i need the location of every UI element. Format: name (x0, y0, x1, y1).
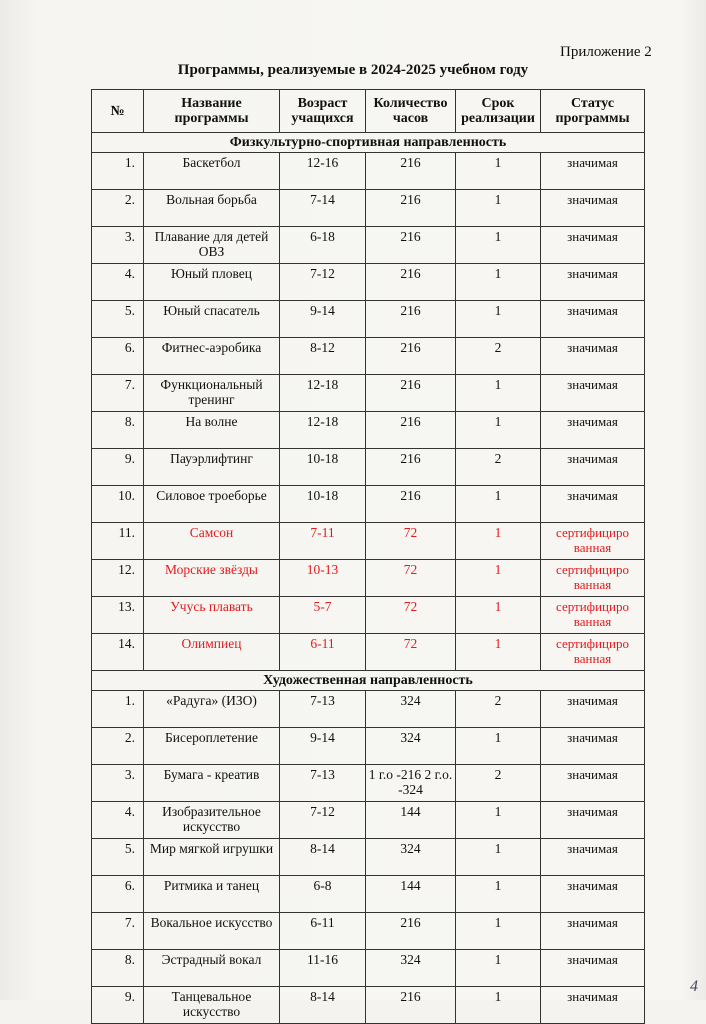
cell-hours: 216 (366, 987, 456, 1024)
table-row (92, 691, 645, 728)
cell-program-name: Эстрадный вокал (144, 950, 280, 987)
cell-number: 8. (92, 412, 144, 449)
table-row (92, 338, 645, 375)
cell-term: 1 (456, 802, 541, 839)
cell-number: 6. (92, 876, 144, 913)
cell-term: 1 (456, 597, 541, 634)
cell-status: значимая (541, 839, 645, 876)
cell-hours: 324 (366, 691, 456, 728)
table-row (92, 597, 645, 634)
cell-program-name: Бумага - креатив (144, 765, 280, 802)
programs-table (91, 89, 645, 1024)
cell-term: 1 (456, 227, 541, 264)
cell-age: 7-13 (280, 691, 366, 728)
header-term: Срок реализации (456, 90, 541, 133)
cell-program-name: Функциональный тренинг (144, 375, 280, 412)
cell-status: значимая (541, 802, 645, 839)
cell-age: 10-18 (280, 486, 366, 523)
header-status: Статус программы (541, 90, 645, 133)
cell-hours: 216 (366, 264, 456, 301)
table-row (92, 765, 645, 802)
cell-number: 7. (92, 375, 144, 412)
cell-status: сертифициро ванная (541, 597, 645, 634)
cell-age: 8-14 (280, 987, 366, 1024)
table-row (92, 190, 645, 227)
cell-program-name: Учусь плавать (144, 597, 280, 634)
cell-program-name: Фитнес-аэробика (144, 338, 280, 375)
cell-age: 11-16 (280, 950, 366, 987)
cell-program-name: Юный спасатель (144, 301, 280, 338)
cell-term: 1 (456, 950, 541, 987)
cell-number: 1. (92, 691, 144, 728)
cell-program-name: Танцевальное искусство (144, 987, 280, 1024)
cell-program-name: Олимпиец (144, 634, 280, 671)
cell-term: 1 (456, 301, 541, 338)
cell-hours: 72 (366, 560, 456, 597)
cell-program-name: «Радуга» (ИЗО) (144, 691, 280, 728)
cell-age: 6-18 (280, 227, 366, 264)
cell-program-name: Вокальное искусство (144, 913, 280, 950)
table-row (92, 264, 645, 301)
cell-hours: 216 (366, 338, 456, 375)
table-row (92, 486, 645, 523)
cell-age: 9-14 (280, 728, 366, 765)
table-row (92, 634, 645, 671)
cell-hours: 216 (366, 190, 456, 227)
cell-status: значимая (541, 227, 645, 264)
table-row (92, 728, 645, 765)
cell-age: 10-13 (280, 560, 366, 597)
cell-number: 12. (92, 560, 144, 597)
cell-age: 8-12 (280, 338, 366, 375)
cell-age: 12-18 (280, 412, 366, 449)
table-row (92, 876, 645, 913)
cell-status: сертифициро ванная (541, 523, 645, 560)
cell-hours: 216 (366, 412, 456, 449)
table-row (92, 449, 645, 486)
cell-term: 1 (456, 412, 541, 449)
cell-number: 3. (92, 765, 144, 802)
cell-term: 1 (456, 264, 541, 301)
header-number: № (92, 90, 144, 133)
cell-status: значимая (541, 449, 645, 486)
cell-status: значимая (541, 728, 645, 765)
table-row (92, 839, 645, 876)
cell-number: 4. (92, 264, 144, 301)
cell-term: 2 (456, 765, 541, 802)
table-row (92, 375, 645, 412)
cell-term: 1 (456, 190, 541, 227)
cell-status: сертифициро ванная (541, 634, 645, 671)
cell-status: значимая (541, 301, 645, 338)
cell-hours: 144 (366, 876, 456, 913)
table-row (92, 560, 645, 597)
cell-status: значимая (541, 876, 645, 913)
cell-status: значимая (541, 264, 645, 301)
annex-label: Приложение 2 (560, 44, 652, 60)
cell-term: 1 (456, 560, 541, 597)
cell-age: 10-18 (280, 449, 366, 486)
cell-program-name: Морские звёзды (144, 560, 280, 597)
cell-number: 2. (92, 728, 144, 765)
cell-status: значимая (541, 412, 645, 449)
cell-number: 5. (92, 301, 144, 338)
cell-age: 6-8 (280, 876, 366, 913)
cell-hours: 72 (366, 634, 456, 671)
cell-program-name: Самсон (144, 523, 280, 560)
cell-status: значимая (541, 486, 645, 523)
cell-number: 3. (92, 227, 144, 264)
section-heading-row (92, 133, 645, 153)
page-number: 4 (690, 978, 698, 995)
table-header-row (92, 90, 645, 133)
cell-term: 1 (456, 486, 541, 523)
cell-program-name: Мир мягкой игрушки (144, 839, 280, 876)
cell-term: 1 (456, 728, 541, 765)
cell-status: значимая (541, 691, 645, 728)
cell-age: 12-16 (280, 153, 366, 190)
table-row (92, 987, 645, 1024)
cell-age: 9-14 (280, 301, 366, 338)
table-row (92, 153, 645, 190)
cell-hours: 216 (366, 227, 456, 264)
cell-age: 12-18 (280, 375, 366, 412)
cell-number: 5. (92, 839, 144, 876)
cell-term: 1 (456, 375, 541, 412)
cell-status: значимая (541, 913, 645, 950)
cell-term: 1 (456, 876, 541, 913)
cell-term: 1 (456, 523, 541, 560)
cell-hours: 324 (366, 950, 456, 987)
cell-age: 7-13 (280, 765, 366, 802)
cell-number: 9. (92, 987, 144, 1024)
cell-program-name: На волне (144, 412, 280, 449)
cell-hours: 1 г.о -216 2 г.о. -324 (366, 765, 456, 802)
cell-hours: 72 (366, 597, 456, 634)
table-row (92, 227, 645, 264)
cell-program-name: Бисероплетение (144, 728, 280, 765)
cell-number: 13. (92, 597, 144, 634)
cell-hours: 216 (366, 486, 456, 523)
cell-status: значимая (541, 338, 645, 375)
header-name: Название программы (144, 90, 280, 133)
cell-term: 1 (456, 913, 541, 950)
cell-number: 8. (92, 950, 144, 987)
cell-age: 7-14 (280, 190, 366, 227)
table-body (92, 133, 645, 1024)
table-row (92, 913, 645, 950)
header-age: Возраст учащихся (280, 90, 366, 133)
cell-hours: 144 (366, 802, 456, 839)
header-hours: Количество часов (366, 90, 456, 133)
cell-term: 1 (456, 634, 541, 671)
cell-age: 7-11 (280, 523, 366, 560)
cell-age: 6-11 (280, 913, 366, 950)
cell-status: значимая (541, 987, 645, 1024)
cell-age: 5-7 (280, 597, 366, 634)
cell-number: 2. (92, 190, 144, 227)
cell-term: 2 (456, 691, 541, 728)
table-row (92, 802, 645, 839)
cell-program-name: Вольная борьба (144, 190, 280, 227)
table-row (92, 950, 645, 987)
cell-program-name: Силовое троеборье (144, 486, 280, 523)
cell-status: значимая (541, 190, 645, 227)
cell-status: сертифициро ванная (541, 560, 645, 597)
cell-term: 2 (456, 449, 541, 486)
cell-program-name: Ритмика и танец (144, 876, 280, 913)
cell-program-name: Юный пловец (144, 264, 280, 301)
document-title: Программы, реализуемые в 2024-2025 учебном году (177, 62, 529, 78)
cell-number: 6. (92, 338, 144, 375)
cell-hours: 216 (366, 301, 456, 338)
cell-number: 1. (92, 153, 144, 190)
cell-number: 7. (92, 913, 144, 950)
section-heading: Физкультурно-спортивная направленность (92, 133, 645, 153)
cell-program-name: Пауэрлифтинг (144, 449, 280, 486)
cell-term: 2 (456, 338, 541, 375)
cell-term: 1 (456, 153, 541, 190)
cell-program-name: Изобразительное искусство (144, 802, 280, 839)
cell-age: 8-14 (280, 839, 366, 876)
cell-hours: 216 (366, 375, 456, 412)
cell-status: значимая (541, 950, 645, 987)
cell-term: 1 (456, 987, 541, 1024)
section-heading: Художественная направленность (92, 671, 645, 691)
cell-hours: 72 (366, 523, 456, 560)
cell-hours: 324 (366, 839, 456, 876)
cell-number: 9. (92, 449, 144, 486)
cell-hours: 216 (366, 913, 456, 950)
cell-program-name: Плавание для детей ОВЗ (144, 227, 280, 264)
cell-hours: 216 (366, 449, 456, 486)
cell-hours: 216 (366, 153, 456, 190)
cell-status: значимая (541, 375, 645, 412)
table-row (92, 412, 645, 449)
cell-term: 1 (456, 839, 541, 876)
cell-number: 4. (92, 802, 144, 839)
cell-number: 14. (92, 634, 144, 671)
cell-hours: 324 (366, 728, 456, 765)
cell-age: 7-12 (280, 264, 366, 301)
cell-program-name: Баскетбол (144, 153, 280, 190)
cell-number: 10. (92, 486, 144, 523)
table-row (92, 301, 645, 338)
cell-number: 11. (92, 523, 144, 560)
cell-status: значимая (541, 153, 645, 190)
cell-age: 7-12 (280, 802, 366, 839)
section-heading-row (92, 671, 645, 691)
cell-age: 6-11 (280, 634, 366, 671)
cell-status: значимая (541, 765, 645, 802)
table-row (92, 523, 645, 560)
